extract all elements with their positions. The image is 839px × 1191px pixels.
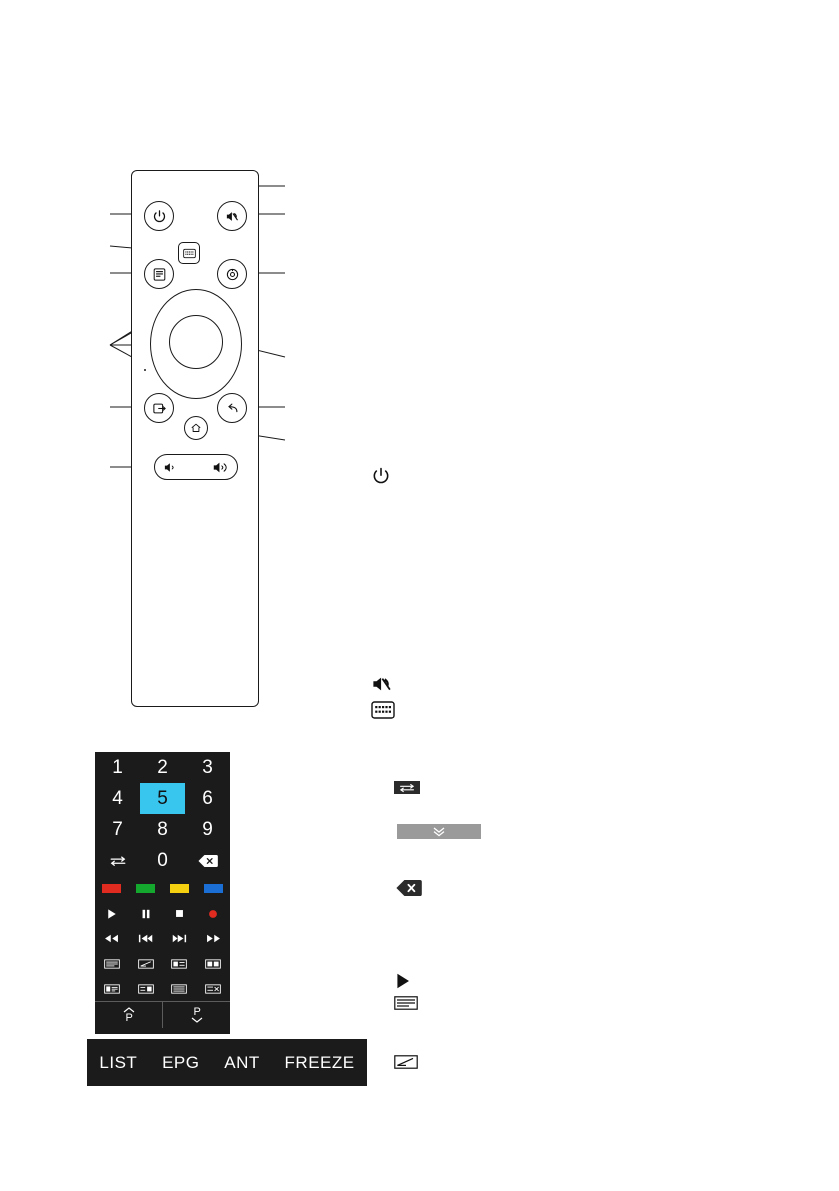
page-up-key[interactable] <box>95 1002 162 1028</box>
previous-track-key[interactable] <box>129 933 163 944</box>
pagedown-glyph <box>397 824 481 839</box>
mix-key[interactable] <box>163 984 197 994</box>
swap-glyph <box>394 781 420 794</box>
blue-key[interactable] <box>196 884 230 893</box>
teletext-row-2 <box>95 976 230 1001</box>
teletext-row-1 <box>95 951 230 976</box>
backspace-glyph <box>396 879 422 902</box>
reveal-glyph <box>394 1055 418 1074</box>
volume-down-icon[interactable] <box>163 460 178 475</box>
power-button[interactable] <box>144 201 174 231</box>
list-button[interactable]: LIST <box>99 1052 138 1072</box>
volume-rocker[interactable] <box>154 454 238 480</box>
page-down-label: P <box>193 1006 201 1018</box>
zero-row <box>95 845 230 876</box>
color-key-row <box>95 876 230 901</box>
mute-button[interactable] <box>217 201 247 231</box>
power-glyph <box>371 466 391 491</box>
mute-glyph <box>371 673 393 700</box>
number-row <box>95 783 230 814</box>
index-key[interactable] <box>196 959 230 969</box>
next-track-key[interactable] <box>163 933 197 944</box>
ok-center-button[interactable] <box>169 315 223 369</box>
key-2[interactable]: 2 <box>157 756 168 778</box>
number-row <box>95 814 230 845</box>
stop-key[interactable] <box>163 908 197 919</box>
input-source-button[interactable] <box>144 393 174 423</box>
yellow-key[interactable] <box>163 884 197 893</box>
record-key[interactable] <box>196 908 230 920</box>
rewind-key[interactable] <box>95 933 129 944</box>
key-0[interactable]: 0 <box>157 849 168 871</box>
back-arrow-button[interactable] <box>217 393 247 423</box>
subtitle-glyph <box>371 700 395 725</box>
function-label-bar <box>87 1039 367 1086</box>
key-3[interactable]: 3 <box>202 756 213 778</box>
key-7[interactable]: 7 <box>112 818 123 840</box>
key-5[interactable]: 5 <box>140 783 185 814</box>
backspace-key[interactable] <box>185 845 230 876</box>
numeric-keypad <box>95 752 230 1034</box>
green-key[interactable] <box>129 884 163 893</box>
hold-key[interactable] <box>129 984 163 994</box>
cancel-key[interactable] <box>196 984 230 994</box>
page-down-key[interactable] <box>162 1002 230 1028</box>
home-button[interactable] <box>184 416 208 440</box>
volume-up-icon[interactable] <box>212 459 229 476</box>
page-up-label: P <box>125 1012 133 1024</box>
subpage-key[interactable] <box>163 959 197 969</box>
epg-button[interactable]: EPG <box>162 1052 200 1072</box>
key-1[interactable]: 1 <box>112 756 123 778</box>
teletext-glyph <box>394 996 418 1015</box>
transport-row-1 <box>95 901 230 926</box>
freeze-button[interactable]: FREEZE <box>284 1052 355 1072</box>
play-key[interactable] <box>95 908 129 920</box>
teletext-key[interactable] <box>95 959 129 969</box>
key-8[interactable]: 8 <box>157 818 168 840</box>
tv-remote-outline <box>131 170 259 707</box>
swap-channel-key[interactable] <box>95 845 140 876</box>
key-6[interactable]: 6 <box>202 787 213 809</box>
fast-forward-key[interactable] <box>196 933 230 944</box>
key-9[interactable]: 9 <box>202 818 213 840</box>
play-glyph <box>396 973 410 994</box>
red-key[interactable] <box>95 884 129 893</box>
pause-key[interactable] <box>129 908 163 920</box>
transport-row-2 <box>95 926 230 951</box>
reveal-key[interactable] <box>129 959 163 969</box>
text-size-key[interactable] <box>95 984 129 994</box>
subtitle-button[interactable] <box>178 242 200 264</box>
settings-gear-button[interactable] <box>217 259 247 289</box>
number-row <box>95 752 230 783</box>
page-row <box>95 1001 230 1028</box>
menu-list-button[interactable] <box>144 259 174 289</box>
power-button[interactable] <box>144 369 146 371</box>
ant-button[interactable]: ANT <box>224 1052 260 1072</box>
key-4[interactable]: 4 <box>112 787 123 809</box>
